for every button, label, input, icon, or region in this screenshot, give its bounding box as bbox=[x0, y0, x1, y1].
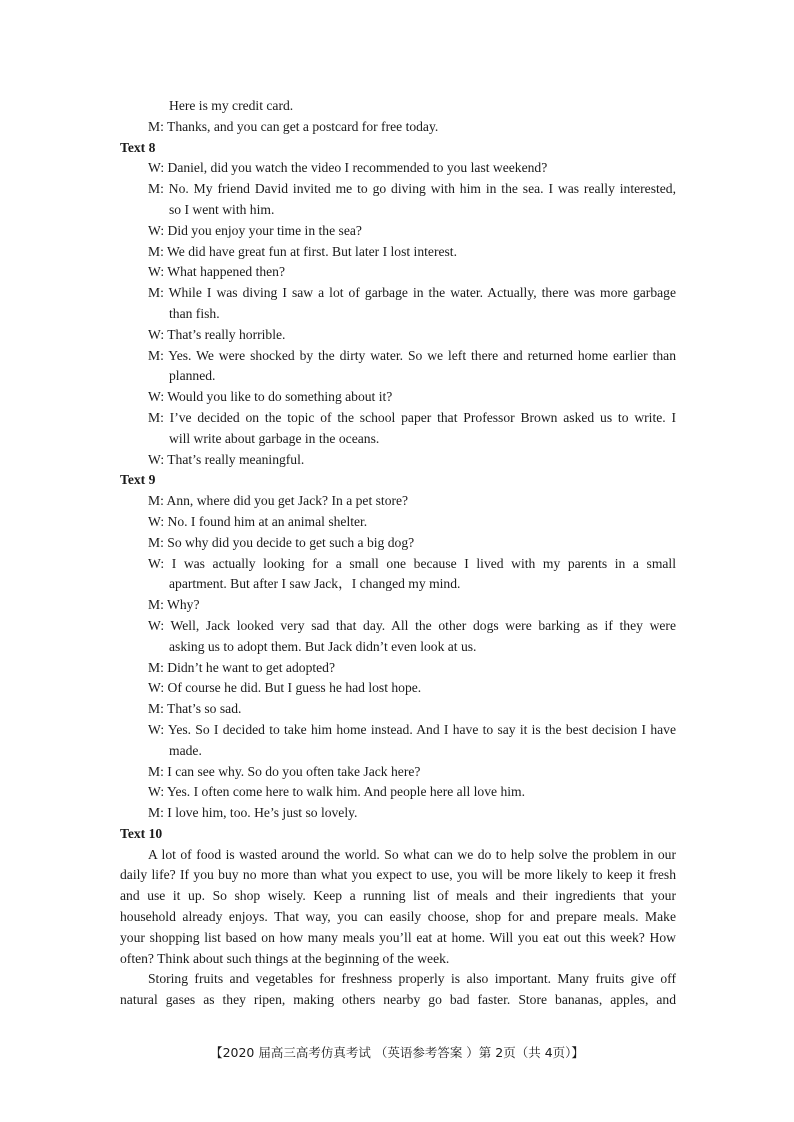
dialogue-turn bbox=[120, 720, 676, 762]
dialogue-line: than fish. bbox=[169, 305, 220, 321]
dialogue-line: W: Of course he did. But I guess he had lost hope. bbox=[148, 680, 422, 696]
dialogue-turn bbox=[120, 117, 676, 138]
passage-line: daily life? If you buy no more than what you expect to use, you will be more likely to keep it fresh bbox=[120, 867, 676, 883]
dialogue-line: apartment. But after I saw Jack，I changed my mind. bbox=[169, 576, 461, 592]
dialogue-line: W: What happened then? bbox=[148, 264, 286, 280]
dialogue-turn bbox=[120, 325, 676, 346]
dialogue-line: M: We did have great fun at first. But later I lost interest. bbox=[148, 243, 457, 259]
dialogue-turn bbox=[120, 678, 676, 699]
dialogue-line: planned. bbox=[169, 368, 216, 384]
dialogue-turn bbox=[120, 512, 676, 533]
dialogue-turn bbox=[120, 699, 676, 720]
dialogue-line: M: Didn’t he want to get adopted? bbox=[148, 659, 336, 675]
dialogue-turn bbox=[120, 595, 676, 616]
dialogue-line: W: Yes. I often come here to walk him. And people here all love him. bbox=[148, 784, 526, 800]
section-heading: Text 10 bbox=[120, 825, 163, 841]
dialogue-turn bbox=[120, 283, 676, 325]
dialogue-line: asking us to adopt them. But Jack didn’t even look at us. bbox=[169, 638, 477, 654]
dialogue-line: so I went with him. bbox=[169, 201, 275, 217]
dialogue-turn bbox=[120, 533, 676, 554]
dialogue-turn bbox=[120, 262, 676, 283]
dialogue-line: made. bbox=[169, 742, 202, 758]
dialogue-line: M: So why did you decide to get such a big dog? bbox=[148, 534, 415, 550]
dialogue-line: M: I love him, too. He’s just so lovely. bbox=[148, 805, 358, 821]
dialogue-turn bbox=[120, 387, 676, 408]
answer-key-transcript bbox=[120, 96, 676, 1011]
passage-line: household already enjoys. That way, you can easily choose, shop for and prepare meals. Make bbox=[120, 909, 676, 925]
passage-line: natural gases as they ripen, making others nearby go bad faster. Store bananas, apples, and bbox=[120, 992, 676, 1008]
passage-line: and use it up. So shop wisely. Keep a running list of meals and their ingredients that your bbox=[120, 888, 676, 904]
dialogue-turn bbox=[120, 346, 676, 388]
passage-line: A lot of food is wasted around the world. So what can we do to help solve the problem in our bbox=[148, 846, 676, 862]
dialogue-turn bbox=[120, 242, 676, 263]
dialogue-line: W: Would you like to do something about it? bbox=[148, 389, 393, 405]
dialogue-line: M: I’ve decided on the topic of the school paper that Professor Brown asked us to write. I bbox=[148, 409, 676, 425]
dialogue-continuation: Here is my credit card. bbox=[169, 98, 294, 113]
dialogue-line: M: Thanks, and you can get a postcard for free today. bbox=[148, 118, 439, 134]
dialogue-turn bbox=[120, 658, 676, 679]
passage-paragraph bbox=[120, 845, 676, 970]
dialogue-line: W: I was actually looking for a small one because I lived with my parents in a small bbox=[148, 555, 676, 571]
dialogue-turn bbox=[120, 803, 676, 824]
dialogue-line: W: That’s really meaningful. bbox=[148, 451, 305, 467]
passage-paragraph bbox=[120, 969, 676, 1011]
passage-line: Storing fruits and vegetables for freshness properly is also important. Many fruits give off bbox=[148, 971, 676, 987]
dialogue-line: M: I can see why. So do you often take Jack here? bbox=[148, 763, 421, 779]
dialogue-turn bbox=[120, 782, 676, 803]
dialogue-line: W: That’s really horrible. bbox=[148, 326, 286, 342]
dialogue-line: W: Well, Jack looked very sad that day. All the other dogs were barking as if they were bbox=[148, 617, 676, 633]
dialogue-line: W: Yes. So I decided to take him home instead. And I have to say it is the best decision I have bbox=[148, 721, 676, 737]
section-heading: Text 9 bbox=[120, 472, 156, 488]
dialogue-turn bbox=[120, 762, 676, 783]
dialogue-turn bbox=[120, 221, 676, 242]
dialogue-turn bbox=[120, 554, 676, 596]
dialogue-turn bbox=[120, 408, 676, 450]
dialogue-line: M: That’s so sad. bbox=[148, 701, 242, 717]
page-footer: 【2020 届高三高考仿真考试 （英语参考答案 ）第 2页（共 4页）】 bbox=[210, 1045, 584, 1060]
dialogue-line: M: Yes. We were shocked by the dirty water. So we left there and returned home earlier than bbox=[148, 347, 676, 363]
dialogue-turn bbox=[120, 179, 676, 221]
dialogue-turn bbox=[120, 158, 676, 179]
dialogue-turn bbox=[120, 491, 676, 512]
section-heading: Text 8 bbox=[120, 139, 156, 155]
passage-line: often? Think about such things at the beginning of the week. bbox=[120, 950, 450, 966]
dialogue-turn bbox=[120, 450, 676, 471]
dialogue-line: W: Did you enjoy your time in the sea? bbox=[148, 222, 362, 238]
passage-line: your shopping list based on how many meals you’ll eat at home. Will you eat out this week? How bbox=[120, 929, 676, 945]
dialogue-turn bbox=[120, 616, 676, 658]
dialogue-line: will write about garbage in the oceans. bbox=[169, 430, 380, 446]
dialogue-line: M: While I was diving I saw a lot of garbage in the water. Actually, there was more garbage bbox=[148, 285, 676, 301]
dialogue-line: M: No. My friend David invited me to go diving with him in the sea. I was really interested, bbox=[148, 181, 676, 197]
dialogue-line: W: Daniel, did you watch the video I recommended to you last weekend? bbox=[148, 160, 548, 176]
dialogue-line: M: Why? bbox=[148, 597, 200, 613]
dialogue-line: W: No. I found him at an animal shelter. bbox=[148, 513, 368, 529]
dialogue-line: M: Ann, where did you get Jack? In a pet store? bbox=[148, 493, 409, 509]
